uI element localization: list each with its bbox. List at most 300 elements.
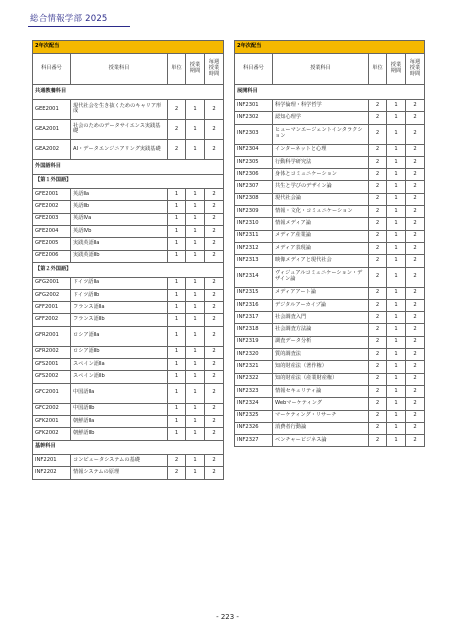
credits: 1	[168, 314, 186, 326]
course-name: メディア産業論	[273, 230, 369, 242]
weekly-hours: 2	[205, 189, 224, 201]
credits: 2	[369, 230, 387, 242]
section-title: 【第１外国語】	[33, 174, 224, 189]
table-row	[235, 422, 425, 434]
weekly-hours: 2	[406, 144, 425, 156]
course-name: 情報・文化・コミュニケーション	[273, 206, 369, 218]
term: 1	[186, 302, 205, 314]
weekly-hours: 2	[406, 206, 425, 218]
credits: 2	[369, 312, 387, 324]
weekly-hours: 2	[406, 410, 425, 422]
course-code: GEE2001	[33, 99, 71, 119]
table-row	[235, 99, 425, 111]
term: 1	[186, 119, 205, 139]
course-name: 情報セキュリティ論	[273, 385, 369, 397]
course-name: 朝鮮語Ⅱa	[71, 415, 168, 427]
term: 1	[387, 422, 406, 434]
course-code: INF2318	[235, 324, 273, 336]
course-name: AI・データエンジニアリング実践基礎	[71, 139, 168, 159]
table-row	[235, 230, 425, 242]
weekly-hours: 2	[406, 169, 425, 181]
weekly-hours: 2	[406, 385, 425, 397]
credits: 2	[369, 255, 387, 267]
section-row	[33, 174, 224, 189]
table-row	[33, 226, 224, 238]
weekly-hours: 2	[205, 455, 224, 467]
table-row	[235, 361, 425, 373]
course-code: GFE2006	[33, 250, 71, 262]
term: 1	[186, 250, 205, 262]
weekly-hours: 2	[205, 213, 224, 225]
table-row	[235, 156, 425, 168]
course-code: INF2324	[235, 398, 273, 410]
table-row	[33, 289, 224, 301]
course-code: GFR2002	[33, 346, 71, 358]
credits: 2	[369, 435, 387, 447]
table-row	[235, 349, 425, 361]
weekly-hours: 2	[205, 383, 224, 403]
column-header-credits: 単位	[369, 54, 387, 85]
term: 1	[186, 238, 205, 250]
course-code: INF2312	[235, 242, 273, 254]
weekly-hours: 2	[205, 139, 224, 159]
table-row	[33, 314, 224, 326]
table-row	[235, 193, 425, 205]
course-code: INF2323	[235, 385, 273, 397]
column-header-term: 授業期間	[387, 54, 406, 85]
table-row	[235, 336, 425, 348]
course-name: 中国語Ⅱa	[71, 383, 168, 403]
course-code: GFE2002	[33, 201, 71, 213]
course-code: INF2311	[235, 230, 273, 242]
term: 1	[387, 124, 406, 144]
section-row	[33, 262, 224, 277]
term: 1	[387, 218, 406, 230]
course-name: デジタルアーカイブ論	[273, 299, 369, 311]
course-name: ドイツ語Ⅱa	[71, 277, 168, 289]
credits: 2	[369, 324, 387, 336]
credits: 2	[168, 119, 186, 139]
course-code: INF2301	[235, 99, 273, 111]
weekly-hours: 2	[205, 250, 224, 262]
course-name: 社会調査方法論	[273, 324, 369, 336]
weekly-hours: 2	[205, 371, 224, 383]
term: 1	[186, 428, 205, 440]
weekly-hours: 2	[205, 467, 224, 479]
credits: 2	[369, 385, 387, 397]
weekly-hours: 2	[406, 156, 425, 168]
credits: 1	[168, 346, 186, 358]
table-row	[33, 403, 224, 415]
credits: 2	[369, 112, 387, 124]
weekly-hours: 2	[406, 312, 425, 324]
year-header-row	[235, 41, 425, 54]
term: 1	[387, 299, 406, 311]
credits: 2	[168, 139, 186, 159]
weekly-hours: 2	[406, 422, 425, 434]
term: 1	[387, 181, 406, 193]
term: 1	[186, 467, 205, 479]
credits: 1	[168, 226, 186, 238]
table-row	[33, 359, 224, 371]
course-code: INF2327	[235, 435, 273, 447]
course-code: GFR2001	[33, 326, 71, 346]
course-code: INF2317	[235, 312, 273, 324]
course-name: 知的財産法（著作権）	[273, 361, 369, 373]
course-code: INF2316	[235, 299, 273, 311]
credits: 2	[369, 206, 387, 218]
year-header: 2年次配当	[235, 41, 425, 54]
table-row	[33, 99, 224, 119]
credits: 1	[168, 213, 186, 225]
table-row	[235, 181, 425, 193]
weekly-hours: 2	[205, 119, 224, 139]
course-code: GFF2001	[33, 302, 71, 314]
course-code: GFE2004	[33, 226, 71, 238]
credits: 2	[168, 455, 186, 467]
table-row	[33, 277, 224, 289]
term: 1	[186, 346, 205, 358]
course-name: フランス語Ⅱb	[71, 314, 168, 326]
weekly-hours: 2	[406, 124, 425, 144]
table-row	[33, 201, 224, 213]
course-code: INF2321	[235, 361, 273, 373]
weekly-hours: 2	[406, 287, 425, 299]
section-row	[33, 85, 224, 100]
course-name: ドイツ語Ⅱb	[71, 289, 168, 301]
course-name: コンピュータシステムの基礎	[71, 455, 168, 467]
weekly-hours: 2	[406, 181, 425, 193]
weekly-hours: 2	[406, 299, 425, 311]
credits: 2	[369, 218, 387, 230]
term: 1	[186, 403, 205, 415]
credits: 2	[369, 144, 387, 156]
section-title: 外国語科目	[33, 159, 224, 174]
credits: 2	[168, 467, 186, 479]
term: 1	[387, 349, 406, 361]
column-header-term: 授業期間	[186, 54, 205, 85]
table-row	[235, 218, 425, 230]
term: 1	[186, 415, 205, 427]
column-header-course-code: 科目番号	[33, 54, 71, 85]
table-row	[235, 124, 425, 144]
term: 1	[387, 242, 406, 254]
weekly-hours: 2	[205, 302, 224, 314]
weekly-hours: 2	[205, 403, 224, 415]
course-code: GFK2002	[33, 428, 71, 440]
weekly-hours: 2	[205, 428, 224, 440]
table-row	[33, 119, 224, 139]
weekly-hours: 2	[406, 398, 425, 410]
term: 1	[387, 287, 406, 299]
table-row	[33, 139, 224, 159]
column-header-row	[235, 54, 425, 85]
weekly-hours: 2	[406, 349, 425, 361]
course-code: INF2325	[235, 410, 273, 422]
weekly-hours: 2	[406, 99, 425, 111]
credits: 2	[369, 124, 387, 144]
column-header-weekly-hours: 毎週授業時間	[205, 54, 224, 85]
section-title: 展開科目	[235, 85, 425, 100]
course-code: INF2320	[235, 349, 273, 361]
credits: 1	[168, 383, 186, 403]
weekly-hours: 2	[406, 218, 425, 230]
course-code: GFE2001	[33, 189, 71, 201]
section-row	[33, 159, 224, 174]
term: 1	[387, 312, 406, 324]
course-name: 情報メディア論	[273, 218, 369, 230]
credits: 2	[369, 287, 387, 299]
table-row	[235, 112, 425, 124]
table-row	[33, 302, 224, 314]
course-name: メディアアート論	[273, 287, 369, 299]
term: 1	[186, 213, 205, 225]
table-row	[235, 324, 425, 336]
course-name: スペイン語Ⅱb	[71, 371, 168, 383]
weekly-hours: 2	[205, 346, 224, 358]
course-code: INF2306	[235, 169, 273, 181]
credits: 2	[369, 373, 387, 385]
weekly-hours: 2	[205, 201, 224, 213]
course-code: INF2302	[235, 112, 273, 124]
term: 1	[387, 112, 406, 124]
credits: 2	[369, 181, 387, 193]
course-code: GFF2002	[33, 314, 71, 326]
table-row	[235, 410, 425, 422]
table-row	[235, 385, 425, 397]
credits: 1	[168, 250, 186, 262]
page-title: 総合情報学部 2025	[30, 14, 108, 24]
term: 1	[387, 336, 406, 348]
table-row	[235, 435, 425, 447]
credits: 2	[369, 336, 387, 348]
table-row	[33, 238, 224, 250]
credits: 1	[168, 189, 186, 201]
term: 1	[387, 324, 406, 336]
credits: 2	[369, 410, 387, 422]
course-name: 社会調査入門	[273, 312, 369, 324]
course-code: GFS2002	[33, 371, 71, 383]
term: 1	[186, 139, 205, 159]
weekly-hours: 2	[406, 435, 425, 447]
term: 1	[387, 206, 406, 218]
term: 1	[387, 99, 406, 111]
page-number: - 223 -	[216, 613, 239, 621]
course-name: Webマーケティング	[273, 398, 369, 410]
term: 1	[387, 361, 406, 373]
course-name: 共生と学びのデザイン論	[273, 181, 369, 193]
course-name: 英語Ⅱa	[71, 189, 168, 201]
term: 1	[387, 398, 406, 410]
course-name: ベンチャービジネス論	[273, 435, 369, 447]
table-row	[235, 312, 425, 324]
course-name: 消費者行動論	[273, 422, 369, 434]
credits: 2	[369, 193, 387, 205]
course-code: INF2309	[235, 206, 273, 218]
section-title: 基幹科目	[33, 440, 224, 455]
course-name: 映像メディアと現代社会	[273, 255, 369, 267]
weekly-hours: 2	[406, 193, 425, 205]
course-code: GEA2002	[33, 139, 71, 159]
term: 1	[186, 201, 205, 213]
term: 1	[387, 255, 406, 267]
credits: 1	[168, 277, 186, 289]
title-underline	[28, 26, 130, 27]
credits: 2	[369, 398, 387, 410]
table-row	[235, 206, 425, 218]
course-code: INF2326	[235, 422, 273, 434]
course-name: 認知心理学	[273, 112, 369, 124]
credits: 2	[369, 299, 387, 311]
credits: 2	[369, 156, 387, 168]
year-header-row	[33, 41, 224, 54]
course-name: スペイン語Ⅱa	[71, 359, 168, 371]
table-row	[33, 383, 224, 403]
course-name: ロシア語Ⅱa	[71, 326, 168, 346]
course-code: INF2319	[235, 336, 273, 348]
term: 1	[186, 314, 205, 326]
course-name: 英語Ⅱb	[71, 201, 168, 213]
table-row	[33, 250, 224, 262]
credits: 2	[369, 267, 387, 287]
course-name: マーケティング・リサーチ	[273, 410, 369, 422]
course-name: 現代社会を生き抜くためのキャリア形成	[71, 99, 168, 119]
year-header: 2年次配当	[33, 41, 224, 54]
course-name: 情報システムの原理	[71, 467, 168, 479]
credits: 1	[168, 302, 186, 314]
term: 1	[186, 326, 205, 346]
course-name: ヴィジュアルコミュニケーション・デザイン論	[273, 267, 369, 287]
credits: 1	[168, 326, 186, 346]
term: 1	[387, 169, 406, 181]
weekly-hours: 2	[406, 255, 425, 267]
credits: 2	[369, 361, 387, 373]
course-code: INF2322	[235, 373, 273, 385]
course-code: INF2202	[33, 467, 71, 479]
term: 1	[387, 144, 406, 156]
course-code: GFC2002	[33, 403, 71, 415]
course-code: INF2315	[235, 287, 273, 299]
course-name: 身体とコミュニケーション	[273, 169, 369, 181]
table-row	[235, 255, 425, 267]
credits: 1	[168, 359, 186, 371]
course-code: INF2308	[235, 193, 273, 205]
term: 1	[387, 193, 406, 205]
term: 1	[186, 289, 205, 301]
table-row	[33, 189, 224, 201]
credits: 1	[168, 371, 186, 383]
course-name: インターネットと心理	[273, 144, 369, 156]
credits: 2	[369, 242, 387, 254]
credits: 1	[168, 415, 186, 427]
course-name: 英語Ⅳb	[71, 226, 168, 238]
term: 1	[387, 267, 406, 287]
course-code: INF2313	[235, 255, 273, 267]
table-row	[33, 346, 224, 358]
course-name: 実践英語Ⅱa	[71, 238, 168, 250]
course-name: 英語Ⅳa	[71, 213, 168, 225]
term: 1	[387, 410, 406, 422]
weekly-hours: 2	[406, 336, 425, 348]
column-header-course-code: 科目番号	[235, 54, 273, 85]
course-code: GFS2001	[33, 359, 71, 371]
credits: 1	[168, 201, 186, 213]
course-name: 実践英語Ⅱb	[71, 250, 168, 262]
term: 1	[186, 226, 205, 238]
credits: 1	[168, 289, 186, 301]
course-name: 中国語Ⅱb	[71, 403, 168, 415]
credits: 1	[168, 403, 186, 415]
column-header-credits: 単位	[168, 54, 186, 85]
term: 1	[387, 156, 406, 168]
course-code: INF2201	[33, 455, 71, 467]
table-row	[235, 144, 425, 156]
weekly-hours: 2	[205, 415, 224, 427]
table-row	[33, 455, 224, 467]
course-code: INF2304	[235, 144, 273, 156]
weekly-hours: 2	[406, 230, 425, 242]
term: 1	[387, 385, 406, 397]
weekly-hours: 2	[205, 326, 224, 346]
table-row	[33, 371, 224, 383]
term: 1	[186, 189, 205, 201]
table-row	[235, 169, 425, 181]
weekly-hours: 2	[406, 324, 425, 336]
weekly-hours: 2	[406, 267, 425, 287]
credits: 2	[168, 99, 186, 119]
course-name: 社会のためのデータサイエンス実践基礎	[71, 119, 168, 139]
table-row	[33, 213, 224, 225]
credits: 1	[168, 238, 186, 250]
credits: 2	[369, 99, 387, 111]
course-name: 知的財産法（産業財産権）	[273, 373, 369, 385]
course-name: ロシア語Ⅱb	[71, 346, 168, 358]
course-code: INF2305	[235, 156, 273, 168]
course-code: GFC2001	[33, 383, 71, 403]
weekly-hours: 2	[205, 289, 224, 301]
table-row	[235, 267, 425, 287]
term: 1	[186, 371, 205, 383]
course-code: GFE2005	[33, 238, 71, 250]
course-name: メディア表現論	[273, 242, 369, 254]
term: 1	[186, 99, 205, 119]
course-code: GEA2001	[33, 119, 71, 139]
table-row	[235, 287, 425, 299]
section-row	[235, 85, 425, 100]
course-name: ヒューマンエージェントインタラクション	[273, 124, 369, 144]
course-code: GFK2001	[33, 415, 71, 427]
course-code: INF2310	[235, 218, 273, 230]
course-name: 朝鮮語Ⅱb	[71, 428, 168, 440]
term: 1	[387, 435, 406, 447]
term: 1	[186, 277, 205, 289]
course-name: 行動科学研究法	[273, 156, 369, 168]
table-row	[33, 428, 224, 440]
credits: 2	[369, 422, 387, 434]
weekly-hours: 2	[205, 238, 224, 250]
weekly-hours: 2	[406, 361, 425, 373]
course-name: 質的調査法	[273, 349, 369, 361]
weekly-hours: 2	[205, 359, 224, 371]
term: 1	[387, 230, 406, 242]
section-title: 共通教養科目	[33, 85, 224, 100]
weekly-hours: 2	[205, 277, 224, 289]
term: 1	[387, 373, 406, 385]
weekly-hours: 2	[205, 314, 224, 326]
table-row	[33, 415, 224, 427]
course-code: INF2314	[235, 267, 273, 287]
section-row	[33, 440, 224, 455]
